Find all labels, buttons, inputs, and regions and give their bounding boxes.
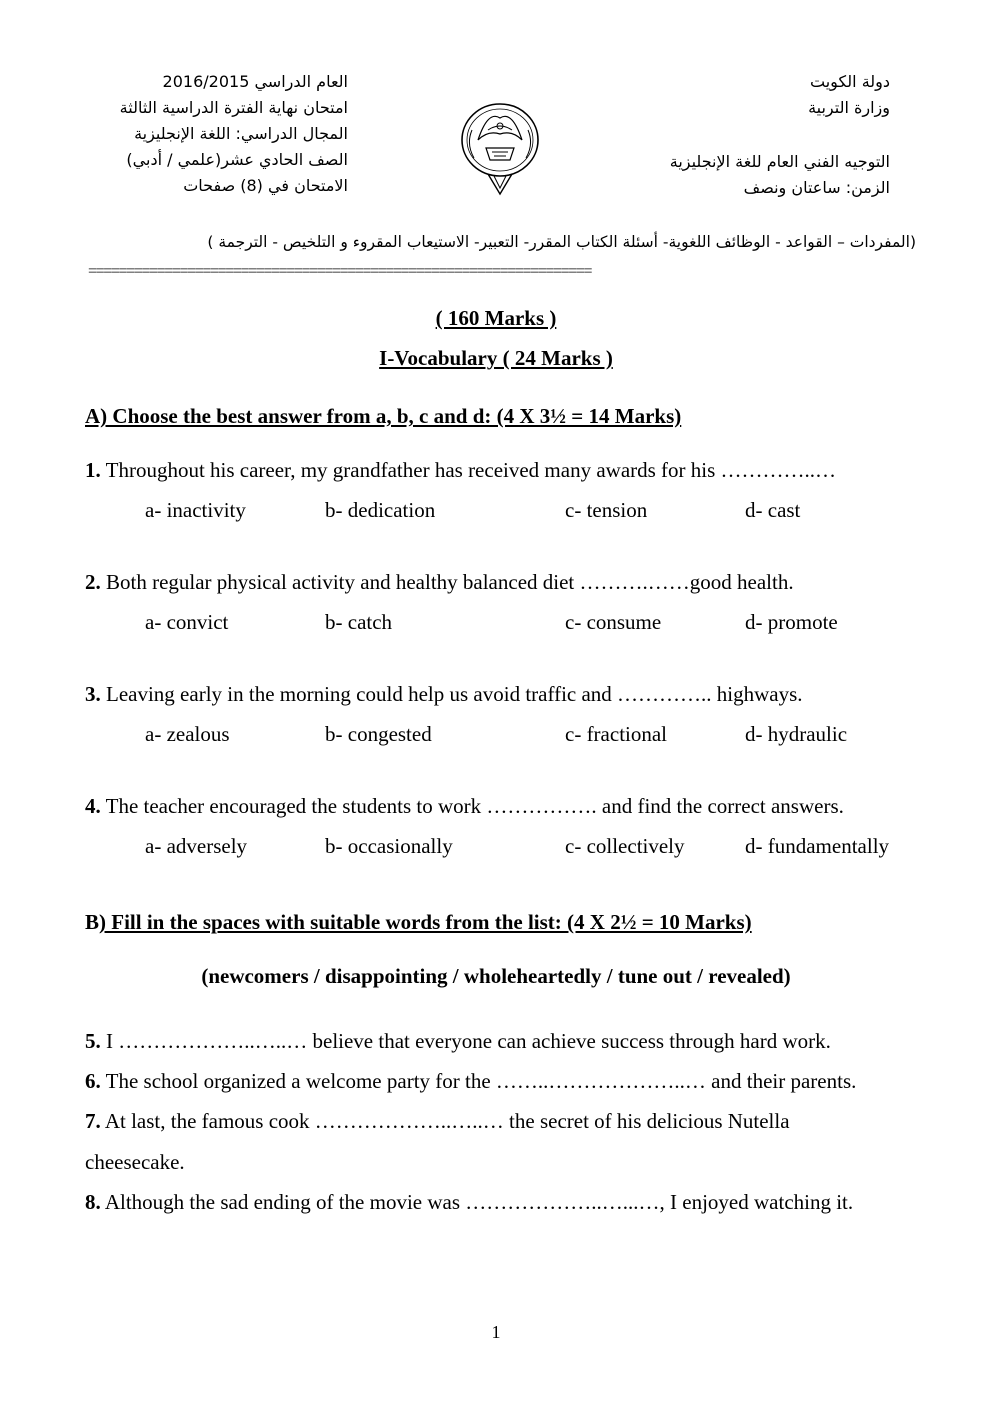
word-list: (newcomers / disappointing / wholeheartedly / tune out / revealed) [201, 964, 791, 988]
question-number: 3. [85, 682, 101, 706]
option-d: d- cast [745, 498, 801, 522]
page-count: الامتحان في (8) صفحات [183, 176, 348, 195]
option-d: d- hydraulic [745, 722, 848, 746]
total-marks: ( 160 Marks ) [435, 306, 557, 330]
exam-subjects-line: (المفردات – القواعد - الوظائف اللغوية- أسئلة الكتاب المقرر- التعبير- الاستيعاب المقروء و التلخيص - الترجمة ) [207, 233, 916, 251]
header-left-block [96, 70, 348, 200]
question-number: 1. [85, 458, 101, 482]
option-d: d- fundamentally [745, 834, 890, 858]
question-number: 6. [85, 1069, 101, 1093]
part-b-letter: B [85, 910, 100, 934]
exam-duration: الزمن: ساعتان ونصف [743, 178, 890, 197]
ministry-name: وزارة التربية [808, 98, 890, 117]
question-4 [85, 794, 844, 819]
question-text: Both regular physical activity and healthy balanced diet ……….……good health. [100, 570, 794, 594]
option-a: a- convict [145, 610, 229, 634]
country-name: دولة الكويت [810, 72, 890, 91]
option-b: b- occasionally [325, 834, 453, 858]
option-b: b- dedication [325, 498, 436, 522]
question-number: 4. [85, 794, 101, 818]
question-text: The teacher encouraged the students to work ……………. and find the correct answers. [100, 794, 844, 818]
part-b-heading [85, 910, 752, 935]
option-c: c- tension [565, 498, 648, 522]
grade-level: الصف الحادي عشر(علمي / أدبي) [126, 150, 348, 169]
option-b: b- catch [325, 610, 393, 634]
subject-field: المجال الدراسي: اللغة الإنجليزية [134, 124, 348, 143]
option-a: a- zealous [145, 722, 230, 746]
section-title: I-Vocabulary ( 24 Marks ) [379, 346, 613, 370]
option-a: a- adversely [145, 834, 248, 858]
header-right-block [640, 70, 890, 122]
question-text: At last, the famous cook ………………..…..… the secret of his delicious Nutella [100, 1109, 790, 1133]
question-text: The school organized a welcome party for the ……..………………..… and their parents. [100, 1069, 857, 1093]
exam-title: امتحان نهاية الفترة الدراسية الثالثة [119, 98, 348, 117]
page-number: 1 [491, 1322, 501, 1342]
school-year: العام الدراسي 2016/2015 [162, 72, 348, 91]
question-number: 7. [85, 1109, 101, 1133]
question-text: I ………………..…..… believe that everyone can achieve success through hard work. [100, 1029, 831, 1053]
question-1 [85, 458, 836, 483]
question-8 [85, 1190, 853, 1215]
state-emblem-icon [458, 100, 542, 198]
question-5 [85, 1029, 831, 1054]
part-b-instruction: ) Fill in the spaces with suitable words from the list: (4 X 2½ = 10 Marks) [99, 910, 752, 934]
question-2 [85, 570, 794, 595]
option-a: a- inactivity [145, 498, 246, 522]
option-d: d- promote [745, 610, 838, 634]
part-a-heading: A) Choose the best answer from a, b, c and d: (4 X 3½ = 14 Marks) [85, 404, 682, 428]
header-right-lower-block [600, 150, 890, 202]
question-number: 5. [85, 1029, 101, 1053]
option-c: c- collectively [565, 834, 685, 858]
question-text: Although the sad ending of the movie was ………………..…...…, I enjoyed watching it. [100, 1190, 854, 1214]
option-c: c- consume [565, 610, 662, 634]
supervision-name: التوجيه الفني العام للغة الإنجليزية [669, 152, 890, 171]
question-text: Leaving early in the morning could help us avoid traffic and ………….. highways. [100, 682, 803, 706]
question-6 [85, 1069, 856, 1094]
question-number: 2. [85, 570, 101, 594]
option-c: c- fractional [565, 722, 668, 746]
option-b: b- congested [325, 722, 432, 746]
question-number: 8. [85, 1190, 101, 1214]
question-3 [85, 682, 803, 707]
question-7 [85, 1109, 790, 1134]
question-text: Throughout his career, my grandfather has received many awards for his …………..… [100, 458, 837, 482]
separator-rule: ================================================================== [88, 263, 592, 280]
question-7-continuation: cheesecake. [85, 1150, 185, 1174]
